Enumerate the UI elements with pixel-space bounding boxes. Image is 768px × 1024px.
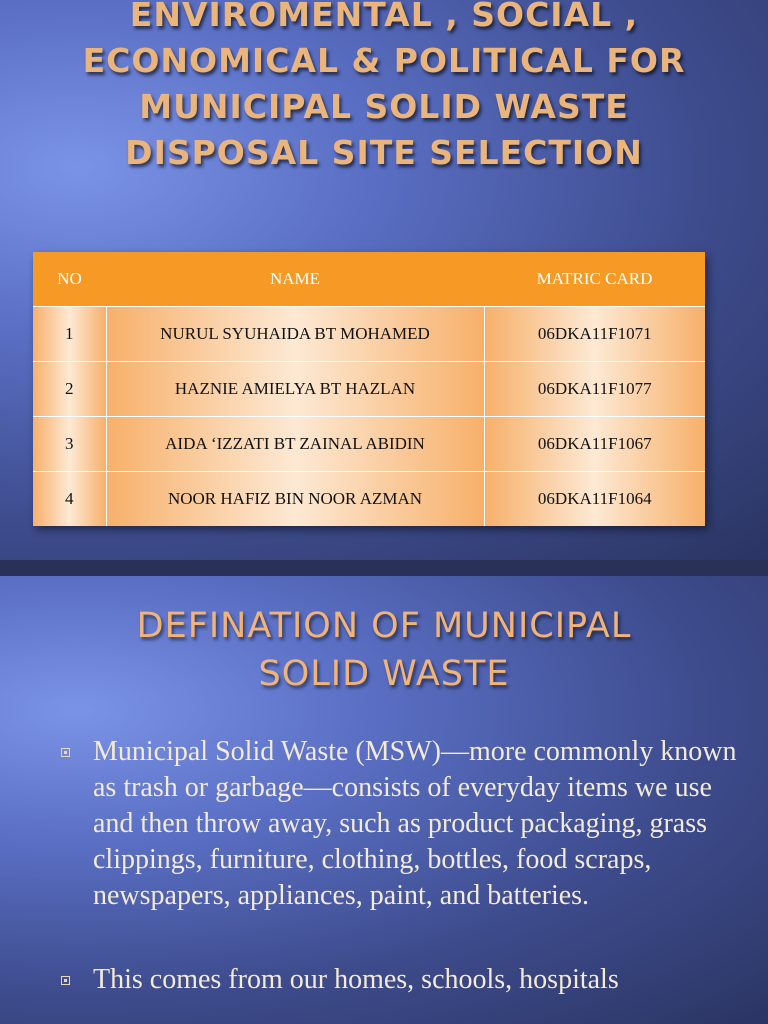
cell-matric-card: 06DKA11F1067 [484,417,705,472]
cell-matric-card: 06DKA11F1077 [484,362,705,417]
title-line: SOLID WASTE [258,654,510,694]
bullet-list [56,734,746,1024]
bullet-text: This comes from our homes, schools, hospitals [93,964,619,995]
slide-2 [0,576,768,1024]
title-line: DEFINATION OF MUNICIPAL [136,606,632,646]
table-row [33,417,705,472]
list-item [56,734,746,914]
table-row [33,472,705,527]
table-header-row [33,252,705,307]
cell-no: 2 [33,362,106,417]
cell-matric-card: 06DKA11F1064 [484,472,705,527]
title-line: DISPOSAL SITE SELECTION [125,133,643,172]
title-line: ECONOMICAL & POLITICAL FOR [82,41,686,80]
slide-divider [0,560,768,576]
list-item [56,962,746,998]
table-row [33,362,705,417]
table-row [33,307,705,362]
cell-name: NURUL SYUHAIDA BT MOHAMED [106,307,484,362]
header-no: NO [33,252,106,307]
bullet-text: Municipal Solid Waste (MSW)—more commonly known as trash or garbage—consists of everyday items we use and then throw away, such as product packaging, grass clippings, furniture, clothing, bottles, food scraps, newspapers, appliances, paint, and batteries. [93,736,737,911]
cell-no: 3 [33,417,106,472]
cell-name: HAZNIE AMIELYA BT HAZLAN [106,362,484,417]
slide-title [0,602,768,698]
cell-name: AIDA ‘IZZATI BT ZAINAL ABIDIN [106,417,484,472]
square-bullet-icon [61,748,70,757]
header-name: NAME [106,252,484,307]
cell-name: NOOR HAFIZ BIN NOOR AZMAN [106,472,484,527]
header-matric-card: MATRIC CARD [484,252,705,307]
cell-no: 4 [33,472,106,527]
square-bullet-icon [61,976,70,985]
members-table [33,252,705,526]
slide-title [0,0,768,176]
cell-no: 1 [33,307,106,362]
title-line: ENVIROMENTAL , SOCIAL , [129,0,639,34]
cell-matric-card: 06DKA11F1071 [484,307,705,362]
title-line: MUNICIPAL SOLID WASTE [139,87,629,126]
